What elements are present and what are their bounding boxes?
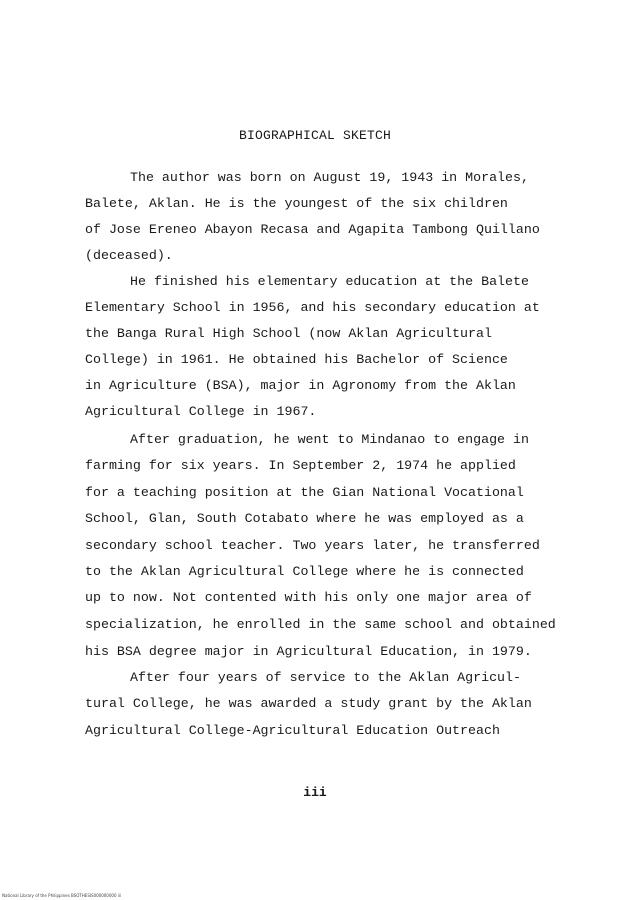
text-line: up to now. Not contented with his only one major area of <box>85 590 532 605</box>
text-line: The author was born on August 19, 1943 in Morales, <box>130 170 529 185</box>
text-line: He finished his elementary education at the Balete <box>130 274 529 289</box>
text-line: farming for six years. In September 2, 1974 he applied <box>85 458 516 473</box>
text-line: After four years of service to the Aklan Agricul- <box>130 670 521 685</box>
text-line: in Agriculture (BSA), major in Agronomy from the Aklan <box>85 378 516 393</box>
text-line: to the Aklan Agricultural College where he is connected <box>85 564 524 579</box>
text-line: Agricultural College-Agricultural Education Outreach <box>85 723 500 738</box>
text-line: for a teaching position at the Gian National Vocational <box>85 485 524 500</box>
text-line: Agricultural College in 1967. <box>85 404 317 419</box>
text-line: of Jose Ereneo Abayon Recasa and Agapita Tambong Quillano <box>85 222 540 237</box>
page-title: BIOGRAPHICAL SKETCH <box>238 128 392 143</box>
text-line: After graduation, he went to Mindanao to engage in <box>130 432 529 447</box>
text-line: Balete, Aklan. He is the youngest of the six children <box>85 196 508 211</box>
page-number: iii <box>303 785 327 800</box>
text-line: secondary school teacher. Two years later, he transferred <box>85 538 540 553</box>
text-line: tural College, he was awarded a study grant by the Aklan <box>85 696 532 711</box>
text-line: College) in 1961. He obtained his Bachelor of Science <box>85 352 508 367</box>
text-line: School, Glan, South Cotabato where he was employed as a <box>85 511 524 526</box>
text-line: (deceased). <box>85 248 173 263</box>
text-line: his BSA degree major in Agricultural Education, in 1979. <box>85 644 532 659</box>
footer-watermark: National Library of the Philippines BSOTHESIS000000000 iii <box>2 893 122 898</box>
text-line: specialization, he enrolled in the same school and obtained <box>85 617 556 632</box>
text-line: Elementary School in 1956, and his secondary education at <box>85 300 540 315</box>
text-line: the Banga Rural High School (now Aklan Agricultural <box>85 326 492 341</box>
